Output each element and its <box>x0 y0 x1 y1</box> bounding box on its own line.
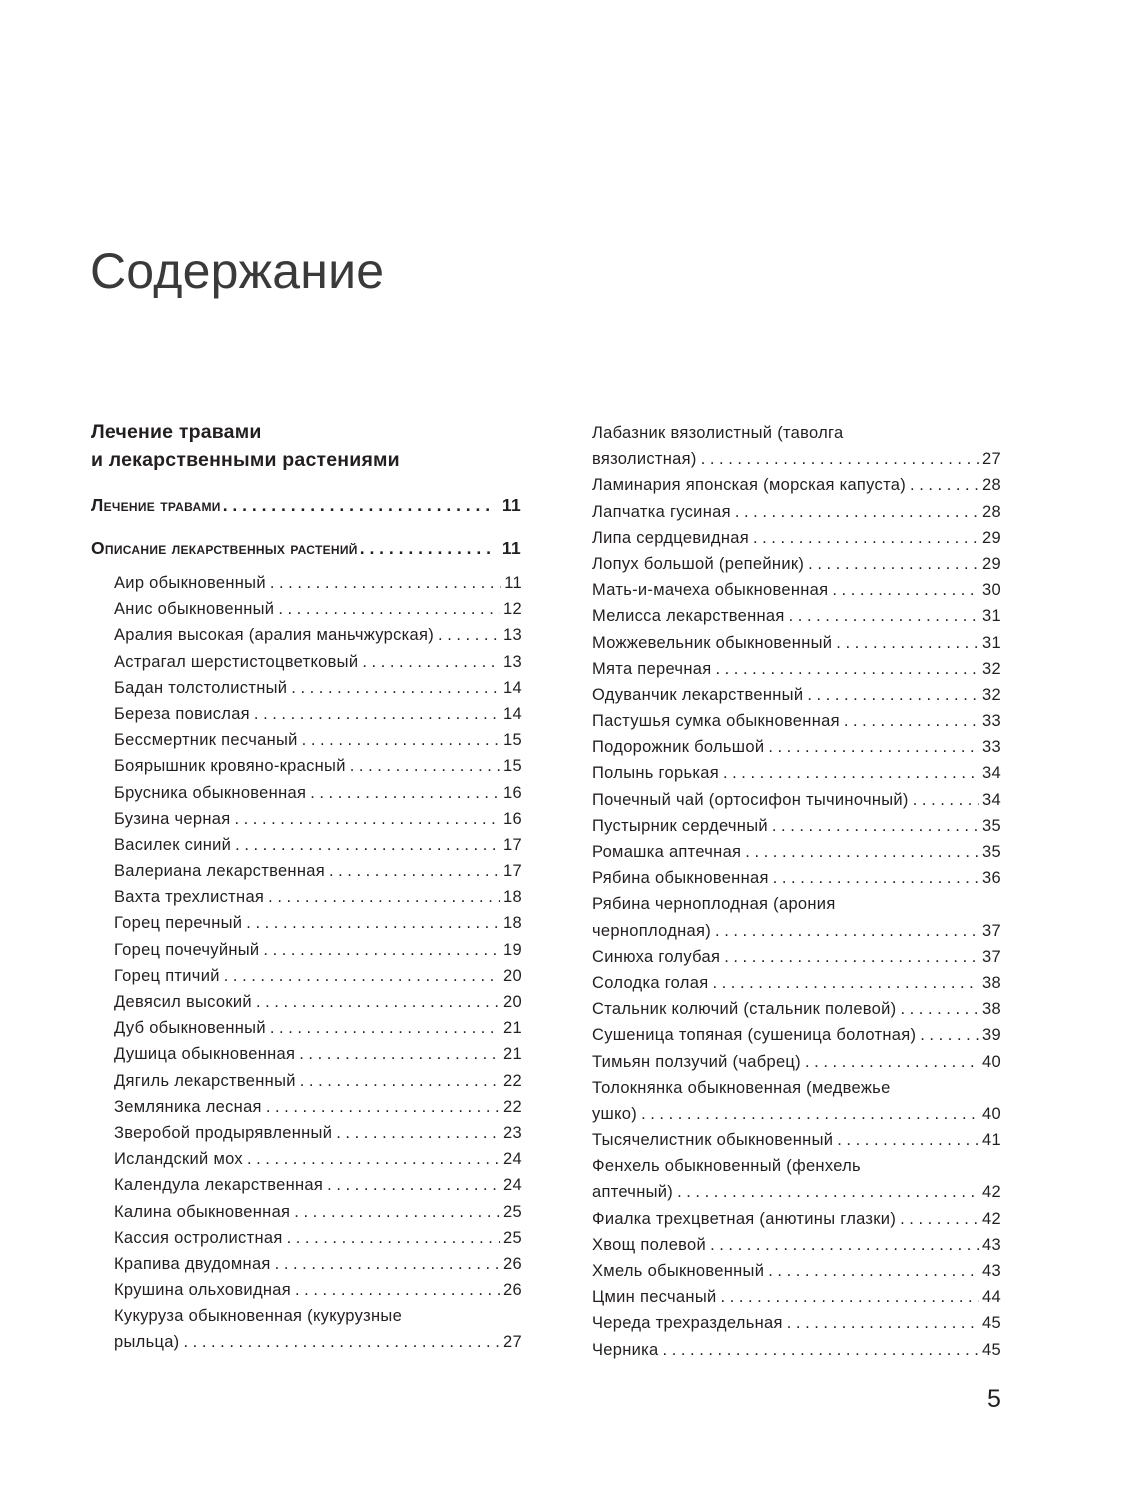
entry-title: Мелисса лекарственная <box>592 607 785 626</box>
entry-title: рыльца) <box>114 1333 180 1352</box>
entry-title: Сушеница топяная (сушеница болотная) <box>592 1026 917 1045</box>
toc-entry[interactable] <box>592 970 1001 996</box>
toc-entry[interactable] <box>114 727 522 753</box>
entry-page-number: 12 <box>503 600 522 619</box>
toc-entry[interactable] <box>114 989 522 1015</box>
toc-entry[interactable] <box>592 525 1001 551</box>
toc-entry[interactable] <box>592 1075 1001 1127</box>
toc-entry[interactable] <box>114 780 522 806</box>
entry-title: Одуванчик лекарственный <box>592 685 804 704</box>
section-title: Описание лекарственных растений <box>91 538 358 558</box>
toc-entry[interactable] <box>114 832 522 858</box>
dot-leader <box>724 944 979 970</box>
dot-leader <box>438 622 500 648</box>
entry-title: Кассия остролистная <box>114 1228 283 1247</box>
toc-entry[interactable] <box>592 1232 1001 1258</box>
entry-title: Земляника лесная <box>114 1097 262 1116</box>
entry-title: Стальник колючий (стальник полевой) <box>592 1000 897 1019</box>
toc-entry[interactable] <box>592 1337 1001 1363</box>
dot-leader <box>836 630 979 656</box>
dot-leader <box>350 753 500 779</box>
entry-page-number: 16 <box>503 809 522 828</box>
entry-title: Душица обыкновенная <box>114 1045 296 1064</box>
entry-title: Лопух большой (репейник) <box>592 554 805 573</box>
dot-leader <box>807 682 979 708</box>
entry-title: Подорожник большой <box>592 738 765 757</box>
dot-leader <box>287 1225 500 1251</box>
entry-title: Брусника обыкновенная <box>114 783 307 802</box>
entry-title: Лапчатка гусиная <box>592 502 731 521</box>
entry-page-number: 35 <box>982 816 1001 835</box>
entry-page-number: 24 <box>503 1176 522 1195</box>
toc-entry[interactable] <box>592 551 1001 577</box>
entry-title: Ромашка аптечная <box>592 843 742 861</box>
toc-entry[interactable] <box>114 753 522 779</box>
toc-entry[interactable] <box>114 910 522 936</box>
dot-leader <box>270 1015 500 1041</box>
toc-entry[interactable] <box>592 891 1001 943</box>
dot-leader <box>712 970 979 996</box>
entry-page-number: 38 <box>982 973 1001 992</box>
toc-entry[interactable] <box>114 1277 522 1303</box>
dot-leader <box>805 1049 979 1075</box>
entry-title: Фенхель обыкновенный (фенхель <box>592 1157 861 1176</box>
toc-entry[interactable] <box>592 996 1001 1022</box>
toc-entry[interactable] <box>592 1310 1001 1336</box>
entry-page-number: 35 <box>982 843 1001 861</box>
dot-leader <box>787 1310 979 1336</box>
dot-leader <box>294 1199 500 1225</box>
toc-entry[interactable] <box>114 1041 522 1067</box>
dot-leader <box>900 996 979 1022</box>
dot-leader <box>329 858 500 884</box>
toc-entry[interactable] <box>114 1146 522 1172</box>
toc-entry[interactable] <box>592 865 1001 891</box>
toc-entry[interactable] <box>114 858 522 884</box>
section-title: Лечение травами <box>91 495 221 515</box>
toc-entry[interactable] <box>114 701 522 727</box>
entry-page-number: 21 <box>503 1019 522 1038</box>
toc-right-column <box>592 420 1001 1363</box>
entry-title: Анис обыкновенный <box>114 600 275 619</box>
dot-leader <box>360 538 494 559</box>
dot-leader <box>735 499 979 525</box>
toc-entry[interactable] <box>592 944 1001 970</box>
dot-leader <box>910 472 979 498</box>
entry-title: Почечный чай (ортосифон тычиночный) <box>592 790 909 809</box>
toc-entry[interactable] <box>114 622 522 648</box>
part-title-line: и лекарственными растениями <box>91 449 400 471</box>
toc-entry[interactable] <box>592 1258 1001 1284</box>
toc-entry[interactable] <box>114 675 522 701</box>
entry-title: Крушина ольховидная <box>114 1281 291 1300</box>
dot-leader <box>663 1337 980 1363</box>
entry-title: Василек синий <box>114 835 232 854</box>
dot-leader <box>183 1329 500 1355</box>
dot-leader <box>913 787 979 813</box>
entry-page-number: 32 <box>982 659 1001 678</box>
toc-left-column <box>114 570 522 1356</box>
toc-entry[interactable] <box>114 596 522 622</box>
entry-page-number: 28 <box>982 502 1001 521</box>
entry-page-number: 30 <box>982 581 1001 600</box>
toc-entry[interactable] <box>592 499 1001 525</box>
toc-section-treatment[interactable] <box>91 495 521 516</box>
page-title: Содержание <box>90 243 385 299</box>
entry-title: Можжевельник обыкновенный <box>592 633 833 652</box>
entry-title: Кукуруза обыкновенная (кукурузные <box>114 1307 403 1326</box>
dot-leader <box>246 910 500 936</box>
entry-page-number: 20 <box>503 966 522 985</box>
entry-title: Солодка голая <box>592 973 709 992</box>
toc-entry[interactable] <box>592 813 1001 839</box>
dot-leader <box>302 727 500 753</box>
entry-title: Астрагал шерстистоцветковый <box>114 652 359 671</box>
entry-title: Валериана лекарственная <box>114 862 325 881</box>
dot-leader <box>295 1277 500 1303</box>
dot-leader <box>275 1251 500 1277</box>
entry-page-number: 44 <box>982 1288 1001 1307</box>
toc-entry[interactable] <box>114 884 522 910</box>
toc-entry[interactable] <box>114 1303 522 1355</box>
entry-title: вязолистная) <box>592 450 697 469</box>
dot-leader <box>773 865 979 891</box>
toc-entry[interactable] <box>114 1225 522 1251</box>
dot-leader <box>278 596 500 622</box>
page-number: 5 <box>987 1385 1001 1413</box>
entry-page-number: 43 <box>982 1262 1001 1280</box>
dot-leader <box>224 963 500 989</box>
toc-entry[interactable] <box>114 1199 522 1225</box>
part-title <box>91 418 400 474</box>
dot-leader <box>900 1206 979 1232</box>
entry-page-number: 38 <box>982 1000 1001 1019</box>
dot-leader <box>299 1041 500 1067</box>
toc-entry[interactable] <box>114 963 522 989</box>
toc-entry[interactable] <box>592 708 1001 734</box>
entry-title: Ламинария японская (морская капуста) <box>592 476 907 495</box>
entry-page-number: 22 <box>503 1071 522 1090</box>
entry-page-number: 18 <box>503 914 522 933</box>
toc-entry[interactable] <box>592 630 1001 656</box>
entry-page-number: 17 <box>503 835 522 854</box>
dot-leader <box>723 760 979 786</box>
toc-entry[interactable] <box>592 1153 1001 1205</box>
entry-title: Тысячелистник обыкновенный <box>592 1131 834 1150</box>
toc-entry[interactable] <box>592 1206 1001 1232</box>
entry-title: Горец почечуйный <box>114 940 260 959</box>
entry-title: Горец перечный <box>114 914 243 933</box>
entry-page-number: 45 <box>982 1340 1001 1359</box>
toc-entry[interactable] <box>592 760 1001 786</box>
entry-title: Бузина черная <box>114 809 231 828</box>
entry-title: Бессмертник песчаный <box>114 731 298 750</box>
entry-page-number: 31 <box>982 607 1001 626</box>
entry-title: Вахта трехлистная <box>114 888 265 907</box>
toc-entry[interactable] <box>592 1127 1001 1153</box>
dot-leader <box>789 603 979 629</box>
entry-title: Аир обыкновенный <box>114 574 266 592</box>
entry-page-number: 42 <box>982 1183 1001 1202</box>
entry-title: Зверобой продырявленный <box>114 1123 333 1142</box>
entry-page-number: 34 <box>982 790 1001 809</box>
entry-page-number: 14 <box>503 678 522 697</box>
toc-entry[interactable] <box>592 656 1001 682</box>
dot-leader <box>753 525 979 551</box>
toc-entry[interactable] <box>592 1284 1001 1310</box>
entry-title: Толокнянка обыкновенная (медвежье <box>592 1078 891 1097</box>
toc-section-plants[interactable] <box>91 538 521 559</box>
entry-title: Пастушья сумка обыкновенная <box>592 712 840 731</box>
dot-leader <box>745 839 979 865</box>
entry-page-number: 29 <box>982 554 1001 573</box>
entry-page-number: 18 <box>503 888 522 907</box>
entry-title: Девясил высокий <box>114 993 252 1011</box>
dot-leader <box>336 1120 500 1146</box>
entry-page-number: 41 <box>982 1131 1001 1150</box>
entry-page-number: 31 <box>982 633 1001 652</box>
entry-page-number: 17 <box>503 862 522 881</box>
entry-page-number: 36 <box>982 869 1001 888</box>
entry-title: черноплодная) <box>592 921 712 940</box>
entry-page-number: 25 <box>503 1202 522 1221</box>
toc-entry[interactable] <box>114 1015 522 1041</box>
dot-leader <box>772 813 979 839</box>
entry-title: Дуб обыкновенный <box>114 1019 266 1038</box>
entry-page-number: 42 <box>982 1209 1001 1228</box>
toc-entry[interactable] <box>592 577 1001 603</box>
toc-entry[interactable] <box>592 472 1001 498</box>
entry-page-number: 40 <box>982 1052 1001 1071</box>
toc-entry[interactable] <box>114 649 522 675</box>
entry-title: Мать-и-мачеха обыкновенная <box>592 581 829 600</box>
toc-entry[interactable] <box>114 1251 522 1277</box>
entry-page-number: 27 <box>982 450 1001 469</box>
entry-title: Пустырник сердечный <box>592 816 768 835</box>
entry-title: Череда трехраздельная <box>592 1314 783 1333</box>
toc-entry[interactable] <box>592 734 1001 760</box>
entry-title: Аралия высокая (аралия маньчжурская) <box>114 626 435 645</box>
dot-leader <box>268 884 500 910</box>
entry-title: Береза повислая <box>114 704 250 723</box>
entry-page-number: 23 <box>503 1123 522 1142</box>
entry-title: Хвощ полевой <box>592 1235 707 1254</box>
entry-title: Рябина обыкновенная <box>592 869 769 888</box>
entry-title: ушко) <box>592 1104 638 1123</box>
dot-leader <box>808 551 979 577</box>
entry-page-number: 16 <box>503 783 522 802</box>
dot-leader <box>254 701 500 727</box>
dot-leader <box>291 675 500 701</box>
entry-page-number: 37 <box>982 921 1001 940</box>
dot-leader <box>266 1094 500 1120</box>
dot-leader <box>768 1258 979 1284</box>
entry-page-number: 26 <box>503 1281 522 1300</box>
entry-page-number: 40 <box>982 1104 1001 1123</box>
entry-page-number: 32 <box>982 685 1001 704</box>
entry-page-number: 21 <box>503 1045 522 1064</box>
dot-leader <box>362 649 500 675</box>
toc-entry[interactable] <box>592 1022 1001 1048</box>
entry-page-number: 33 <box>982 738 1001 757</box>
entry-page-number: 22 <box>503 1097 522 1116</box>
entry-title: аптечный) <box>592 1183 674 1202</box>
dot-leader <box>715 656 979 682</box>
entry-title: Рябина черноплодная (арония <box>592 895 836 914</box>
entry-page-number: 29 <box>982 528 1001 547</box>
toc-entry[interactable] <box>592 420 1001 472</box>
dot-leader <box>832 577 979 603</box>
toc-entry[interactable] <box>592 1049 1001 1075</box>
dot-leader <box>263 937 500 963</box>
toc-entry[interactable] <box>114 1120 522 1146</box>
dot-leader <box>300 1068 500 1094</box>
entry-page-number: 11 <box>504 574 522 592</box>
toc-entry[interactable] <box>114 1172 522 1198</box>
entry-page-number: 20 <box>503 993 522 1011</box>
toc-entry[interactable] <box>592 787 1001 813</box>
entry-title: Калина обыкновенная <box>114 1202 291 1221</box>
entry-title: Мята перечная <box>592 659 712 678</box>
entry-page-number: 27 <box>503 1333 522 1352</box>
toc-entry[interactable] <box>592 682 1001 708</box>
dot-leader <box>234 806 500 832</box>
section-page-number: 11 <box>501 495 521 515</box>
entry-page-number: 39 <box>982 1026 1001 1045</box>
toc-entry[interactable] <box>114 1068 522 1094</box>
entry-title: Лабазник вязолистный (таволга <box>592 424 844 442</box>
entry-title: Дягиль лекарственный <box>114 1071 296 1090</box>
entry-title: Цмин песчаный <box>592 1288 717 1307</box>
entry-page-number: 25 <box>503 1228 522 1247</box>
dot-leader <box>327 1172 500 1198</box>
dot-leader <box>920 1022 979 1048</box>
entry-title: Черника <box>592 1340 659 1359</box>
entry-title: Хмель обыкновенный <box>592 1262 765 1280</box>
entry-page-number: 13 <box>503 652 522 671</box>
entry-title: Тимьян ползучий (чабрец) <box>592 1052 801 1071</box>
section-page-number: 11 <box>501 538 521 558</box>
toc-entry[interactable] <box>114 570 522 596</box>
dot-leader <box>844 708 979 734</box>
dot-leader <box>256 989 500 1015</box>
dot-leader <box>677 1179 979 1205</box>
entry-page-number: 24 <box>503 1150 522 1169</box>
dot-leader <box>721 1284 980 1310</box>
dot-leader <box>701 446 979 472</box>
toc-entry[interactable] <box>592 839 1001 865</box>
toc-entry[interactable] <box>592 603 1001 629</box>
entry-title: Синюха голубая <box>592 947 721 966</box>
dot-leader <box>235 832 500 858</box>
dot-leader <box>223 495 494 516</box>
entry-title: Календула лекарственная <box>114 1176 324 1195</box>
entry-page-number: 37 <box>982 947 1001 966</box>
entry-title: Бадан толстолистный <box>114 678 288 697</box>
entry-page-number: 15 <box>503 757 522 776</box>
toc-entry[interactable] <box>114 1094 522 1120</box>
entry-page-number: 13 <box>503 626 522 645</box>
dot-leader <box>768 734 979 760</box>
entry-page-number: 14 <box>503 704 522 723</box>
part-title-line: Лечение травами <box>91 421 262 443</box>
entry-page-number: 33 <box>982 712 1001 731</box>
entry-title: Крапива двудомная <box>114 1254 271 1273</box>
entry-page-number: 15 <box>503 731 522 750</box>
entry-title: Фиалка трехцветная (анютины глазки) <box>592 1209 897 1228</box>
dot-leader <box>710 1232 979 1258</box>
dot-leader <box>247 1146 500 1172</box>
toc-entry[interactable] <box>114 937 522 963</box>
entry-title: Липа сердцевидная <box>592 528 749 547</box>
entry-page-number: 43 <box>982 1235 1001 1254</box>
entry-page-number: 34 <box>982 764 1001 783</box>
entry-title: Горец птичий <box>114 966 220 985</box>
entry-title: Полынь горькая <box>592 764 719 783</box>
dot-leader <box>641 1101 979 1127</box>
entry-page-number: 26 <box>503 1254 522 1273</box>
entry-page-number: 28 <box>982 476 1001 495</box>
entry-title: Боярышник кровяно-красный <box>114 757 346 776</box>
dot-leader <box>837 1127 979 1153</box>
entry-page-number: 19 <box>503 940 522 959</box>
dot-leader <box>310 780 500 806</box>
dot-leader <box>715 918 979 944</box>
toc-entry[interactable] <box>114 806 522 832</box>
entry-title: Исландский мох <box>114 1150 243 1169</box>
dot-leader <box>270 570 501 596</box>
entry-page-number: 45 <box>982 1314 1001 1333</box>
